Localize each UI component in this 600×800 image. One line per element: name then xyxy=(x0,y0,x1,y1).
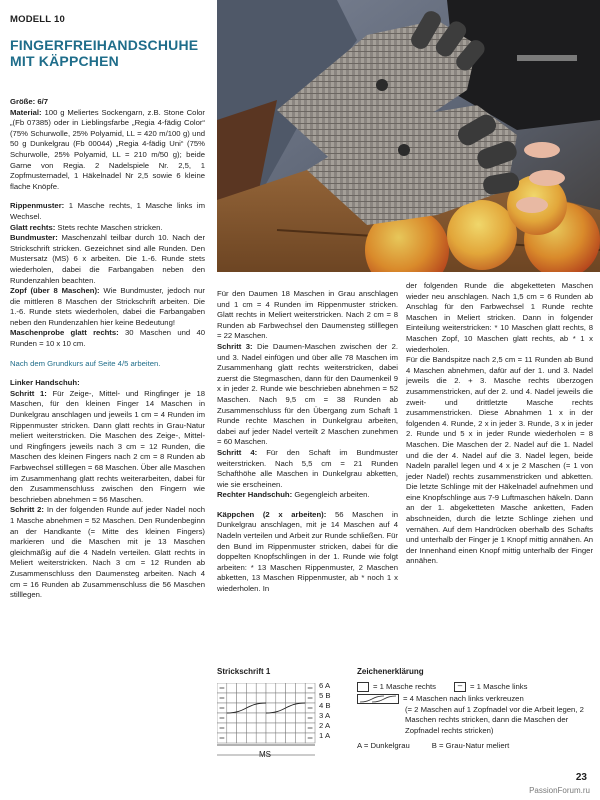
glove-photo xyxy=(217,0,600,272)
column-2 xyxy=(217,289,398,595)
rippen-text: 1 Masche rechts, 1 Masche links im Wechsel. xyxy=(10,201,205,221)
col3-text-b: Für die Bandspitze nach 2,5 cm = 11 Runden ab Bund 4 Maschen abnehmen, dafür auf der 1. und 3. Nadel jeweils die 2. + 3. Masche rechts überzogen zusammenstricken, auf der 2. und 4. Nadel jeweils die zweit- und drittletzte Masche rechts zusammenstricken. Diese Abnahmen 1 x in der folgenden 4. Runde, 2 x in jeder 3. Runde, 3 x in jeder 2. Runde und 5 x in jeder Runde wiederholen = 8 Maschen. Die Maschen der 2. Nadel auf die 1. Nadel und die der 4. Nadel auf die 3. Nadel legen, beide Nadeln parallel legen und 4 x je 2 Maschen (= 1 von jeder Nadel) rechts zusammenstricken und abketten. Die letzte Schlinge mit der Häkelnadel aufnehmen und eine Knopfschlinge aus 7-9 Luftmaschen häkeln. Dann an der 1. abgeketteten Masche anketten, Faden abschneiden, durch die letzte Schlinge ziehen und vernähen. Auf dem Handrücken oberhalb des Schafts und unterhalb der Finger je 1 Knopf mittig annähen. An der Innenhand einen Knopf mittig unterhalb der Finger annähen. xyxy=(406,355,593,566)
grundkurs-note: Nach dem Grundkurs auf Seite 4/5 arbeiten. xyxy=(10,358,161,368)
chart-cell xyxy=(266,723,276,733)
chart-cell xyxy=(286,733,296,743)
chart-cell xyxy=(256,723,266,733)
row-label-4: 4 B xyxy=(319,701,331,710)
chart-cell xyxy=(286,723,296,733)
chart-cell xyxy=(295,683,305,693)
size-label: Größe: 6/7 xyxy=(10,97,49,106)
chart-cell xyxy=(295,713,305,723)
material-label: Material: xyxy=(10,107,42,117)
chart-cell xyxy=(266,713,276,723)
legend-item-4: A = Dunkelgrau xyxy=(357,740,410,750)
chart-cell xyxy=(295,733,305,743)
chart-cell xyxy=(246,713,256,723)
model-label: MODELL 10 xyxy=(10,14,65,25)
chart-cell xyxy=(286,683,296,693)
chart-cell xyxy=(256,733,266,743)
watermark: PassionForum.ru xyxy=(529,786,590,795)
step4-text: Für den Schaft im Bundmuster weiterstricken. Nach 5,5 cm = 21 Runden Schafthöhe alle Maschen in Dunkelgrau abketten, wie sie erscheinen. xyxy=(217,447,398,489)
probe-label: Maschenprobe glatt rechts: xyxy=(10,328,119,338)
chart-cell xyxy=(246,693,256,703)
step1-label: Schritt 1: xyxy=(10,388,47,398)
chart-row-labels xyxy=(319,681,331,741)
chart-cell xyxy=(266,683,276,693)
row-label-6: 6 A xyxy=(319,681,331,690)
chart-cell xyxy=(276,693,286,703)
row-label-5: 5 B xyxy=(319,691,331,700)
chart-cell xyxy=(227,713,237,723)
chart-cell xyxy=(237,723,247,733)
purl-symbol-icon: – xyxy=(454,682,466,692)
legend-item-3: = 4 Maschen nach links verkreuzen xyxy=(403,694,524,704)
chart-cell xyxy=(246,683,256,693)
legend-item-1: = 1 Masche rechts xyxy=(373,681,437,691)
legend-item-3-detail: (= 2 Maschen auf 1 Zopfnadel vor die Arbeit legen, 2 Maschen rechts stricken, dann die Maschen der Zopfnadel rechts stricken) xyxy=(405,704,584,735)
chart-cell xyxy=(237,733,247,743)
chart-cell xyxy=(256,683,266,693)
bund-text: Maschenzahl teilbar durch 10. Nach der Strickschrift stricken. Gezeichnet sind alle Runden. Den Mustersatz (MS) 6 x arbeiten. Die 1.-6. Runde stets wiederholen, dabei die Farbangaben neben den Rundenzahlen beachten. xyxy=(10,233,206,285)
chart-cell xyxy=(276,683,286,693)
ms-label: MS xyxy=(259,750,271,759)
chart-cell xyxy=(276,723,286,733)
chart-cell xyxy=(276,733,286,743)
step3-text: Die Daumen-Maschen zwischen der 2. und 3. Nadel einfügen und über alle 78 Maschen im Zusammenhang glatt rechts weiterstricken, dabei zuerst die Stegmaschen, dann für den Daumenkeil 9 x in jeder 2. Runde wie beschrieben abnehmen = 52 Maschen. Nach 9,5 cm = 38 Runden ab Zusammenschluss für den Übergang zum Schaft 1 Runde rechte Maschen in Dunkelgrau arbeiten, dabei auf jeder Nadel verteilt 2 Maschen zunehmen = 60 Maschen. xyxy=(217,341,398,447)
title-line-1: FINGERFREIHANDSCHUHE xyxy=(10,37,199,53)
page-title xyxy=(10,37,198,69)
chart-cell xyxy=(266,733,276,743)
probe-text: 30 Maschen und 40 Runden = 10 x 10 cm. xyxy=(10,328,205,349)
chart-cell xyxy=(266,703,276,713)
column-3 xyxy=(406,281,593,567)
chart-cell xyxy=(237,683,247,693)
title-line-2: MIT KÄPPCHEN xyxy=(10,53,119,69)
zopf-text: Wie Bundmuster, jedoch nur die mittleren 8 Maschen der Strickschrift arbeiten. Die 1.-6. Runde stets wiederholen, dabei die Farbangaben neben den Rundenzahlen hier keine Bedeutung! xyxy=(10,286,205,327)
chart-cell xyxy=(276,713,286,723)
knit-symbol-icon xyxy=(357,682,369,692)
chart-cell xyxy=(227,693,237,703)
chart-cell xyxy=(256,713,266,723)
chart-cell xyxy=(227,723,237,733)
chart-cell xyxy=(286,693,296,703)
chart-cell xyxy=(227,683,237,693)
rechter-text: Gegengleich arbeiten. xyxy=(294,490,370,500)
row-label-2: 2 A xyxy=(319,721,331,730)
kaeppchen-label: Käppchen (2 x arbeiten): xyxy=(217,509,327,519)
chart-cell xyxy=(256,703,266,713)
column-1 xyxy=(10,97,205,601)
glatt-text: Stets rechte Maschen stricken. xyxy=(57,222,163,232)
chart-cell xyxy=(227,703,237,713)
chart-cell xyxy=(227,733,237,743)
chart-cell xyxy=(295,693,305,703)
chart-cell xyxy=(256,693,266,703)
step3-label: Schritt 3: xyxy=(217,341,253,351)
step2-label: Schritt 2: xyxy=(10,505,44,515)
step4-label: Schritt 4: xyxy=(217,447,258,457)
zopf-label: Zopf (über 8 Maschen): xyxy=(10,286,100,296)
legend-title: Zeichenerklärung xyxy=(357,667,424,676)
knitting-chart xyxy=(217,667,347,787)
rechter-label: Rechter Handschuh: xyxy=(217,490,293,500)
row-label-1: 1 A xyxy=(319,731,331,740)
glatt-label: Glatt rechts: xyxy=(10,222,56,232)
col3-text-a: der folgenden Runde die abgeketteten Maschen wieder neu anschlagen. Nach 1,5 cm = 6 Runden ab Anschlag für den Farbwechsel 1 Runde rechte Maschen in Meliert stricken. Dann in folgender Einteilung weiterstricken: * 10 Maschen glatt rechts, 8 Maschen Zopf, 10 Maschen glatt rechts, ab * 1 x wiederholen. xyxy=(406,281,593,354)
page-number: 23 xyxy=(575,772,587,783)
linker-heading: Linker Handschuh: xyxy=(10,378,80,388)
bund-label: Bundmuster: xyxy=(10,233,58,243)
thumb-intro: Für den Daumen 18 Maschen in Grau anschlagen und 1 cm = 4 Runden im Rippenmuster stricken. Glatt rechts in Meliert weiterstricken. Nach 2 cm = 8 Runden ab Farbwechsel den Daumensteg stilllegen = 22 Maschen. xyxy=(217,289,398,341)
chart-title: Strickschrift 1 xyxy=(217,667,271,676)
chart-cell xyxy=(246,733,256,743)
step1-text: Für Zeige-, Mittel- und Ringfinger je 18 Maschen, für den kleinen Finger 14 Maschen in Dunkelgrau anschlagen und jeweils 1 cm = 4 Runden im Rippenmuster stricken. Dann glatt rechts in Grau-Natur meliert weiterstricken. Die Maschen des Zeige-, Mittel- und Ringfingers jeweils nach 3 cm = 12 Runden, die Maschen des kleinen Fingers nach 2 cm = 8 Runden ab Farbwechsel stilllegen = 68 Maschen. Über alle Maschen im Zusammenhang glatt rechts weiterarbeiten, dabei für den Zusammenschluss zwischen den Fingern wie beschrieben abnehmen = 56 Maschen. xyxy=(10,388,205,504)
material-text: 100 g Meliertes Sockengarn, z.B. Stone Color „(Fb 07385) oder in Lieblingsfarbe „Regia 4-fädig Color“ (75% Schurwolle, 25% Polyamid, LL = 420 m/100 g) und 50 g Dunkelgrau (Fb 00044) „Regia 4-fädig Uni“ (75% Schurwolle, 25% Polyamid, LL = 210 m/50 g); beide Garne von Regia. 2 Nadelspiele Nr. 2,5, 1 Zopfmusternadel, 1 Häkelnadel Nr 2,5 sowie 6 kleine flache Knöpfe. xyxy=(10,107,205,191)
chart-cell xyxy=(295,723,305,733)
legend-item-2: = 1 Masche links xyxy=(470,681,528,691)
chart-cell xyxy=(286,713,296,723)
chart-cell xyxy=(237,693,247,703)
row-label-3: 3 A xyxy=(319,711,331,720)
legend-item-5: B = Grau-Natur meliert xyxy=(431,740,510,750)
cable-symbol-icon xyxy=(357,694,399,704)
chart-cell xyxy=(246,723,256,733)
legend xyxy=(357,667,597,751)
chart-cell xyxy=(237,713,247,723)
chart-cell xyxy=(266,693,276,703)
kaeppchen-text: 56 Maschen in Dunkelgrau anschlagen, mit je 14 Maschen auf 4 Nadeln verteilen und Arbeit zur Runde schließen. Für den Bund im Rippenmuster stricken, dabei für die doppelten Knopfschlingen in der 1. Runde wie folgt arbeiten: * 13 Maschen Rippenmuster, 2 Maschen abketten, 13 Maschen Rippenmuster, ab * noch 1 x wiederholen. In xyxy=(217,509,398,594)
rippen-label: Rippenmuster: xyxy=(10,201,65,211)
step2-text: In der folgenden Runde auf jeder Nadel noch 1 Masche abnehmen = 52 Maschen. Den Rundenbeginn an der Handkante (= Mitte des kleinen Fingers) markieren und die Maschen mit je 13 Maschen gleichmäßig auf die 4 Nadeln verteilen. Glatt rechts in Meliert weiterstricken. Nach 3 cm = 12 Runden ab Zusammenschluss den Daumensteg arbeiten. Nach 4 cm = 16 Runden ab Zusammenschluss die 56 Maschen stilllegen. xyxy=(10,505,206,600)
chart-cell xyxy=(295,703,305,713)
